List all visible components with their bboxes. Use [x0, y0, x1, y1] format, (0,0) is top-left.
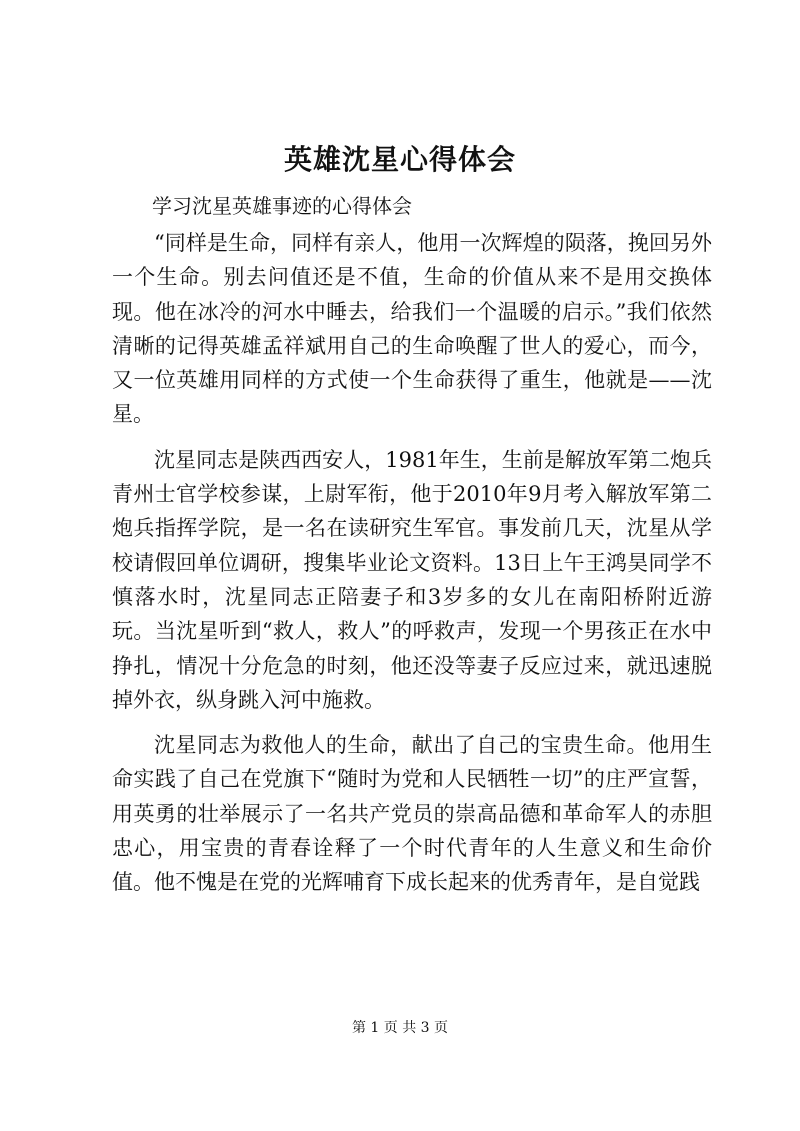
page-footer: 第 1 页 共 3 页	[351, 1020, 449, 1036]
document-title: 英雄沈星心得体会	[283, 143, 516, 176]
document-subtitle: 学习沈星英雄事迹的心得体会	[152, 194, 412, 218]
paragraph-biography: 沈星同志是陕西西安人，1981年生，生前是解放军第二炮兵青州士官学校参谋，上尉军衔，他于2010年9月考入解放军第二炮兵指挥学院，是一名在读研究生军官。事发前几天，沈星从学校请假回单位调研，搜集毕业论文资料。13日上午王鸿昊同学不慎落水时，沈星同志正陪妻子和3岁多的女儿在南阳桥附近游玩。当沈星听到“救人，救人”的呼救声，发现一个男孩正在水中挣扎，情况十分危急的时刻，他还没等妻子反应过来，就迅速脱掉外衣，纵身跳入河中施救。	[112, 447, 712, 712]
paragraph-intro: “同样是生命，同样有亲人，他用一次辉煌的陨落，挽回另外一个生命。别去问值还是不值，生命的价值从来不是用交换体现。他在冰冷的河水中睡去，给我们一个温暖的启示。”我们依然清晰的记得英雄孟祥斌用自己的生命唤醒了世人的爱心，而今，又一位英雄用同样的方式使一个生命获得了重生，他就是——沈星。	[112, 231, 712, 427]
document-body	[112, 226, 712, 900]
paragraph-sacrifice: 沈星同志为救他人的生命，献出了自己的宝贵生命。他用生命实践了自己在党旗下“随时为党和人民牺牲一切”的庄严宣誓，用英勇的壮举展示了一名共产党员的崇高品德和革命军人的赤胆忠心，用宝贵的青春诠释了一个时代青年的人生意义和生命价值。他不愧是在党的光辉哺育下成长起来的优秀青年，是自觉践	[112, 733, 712, 895]
